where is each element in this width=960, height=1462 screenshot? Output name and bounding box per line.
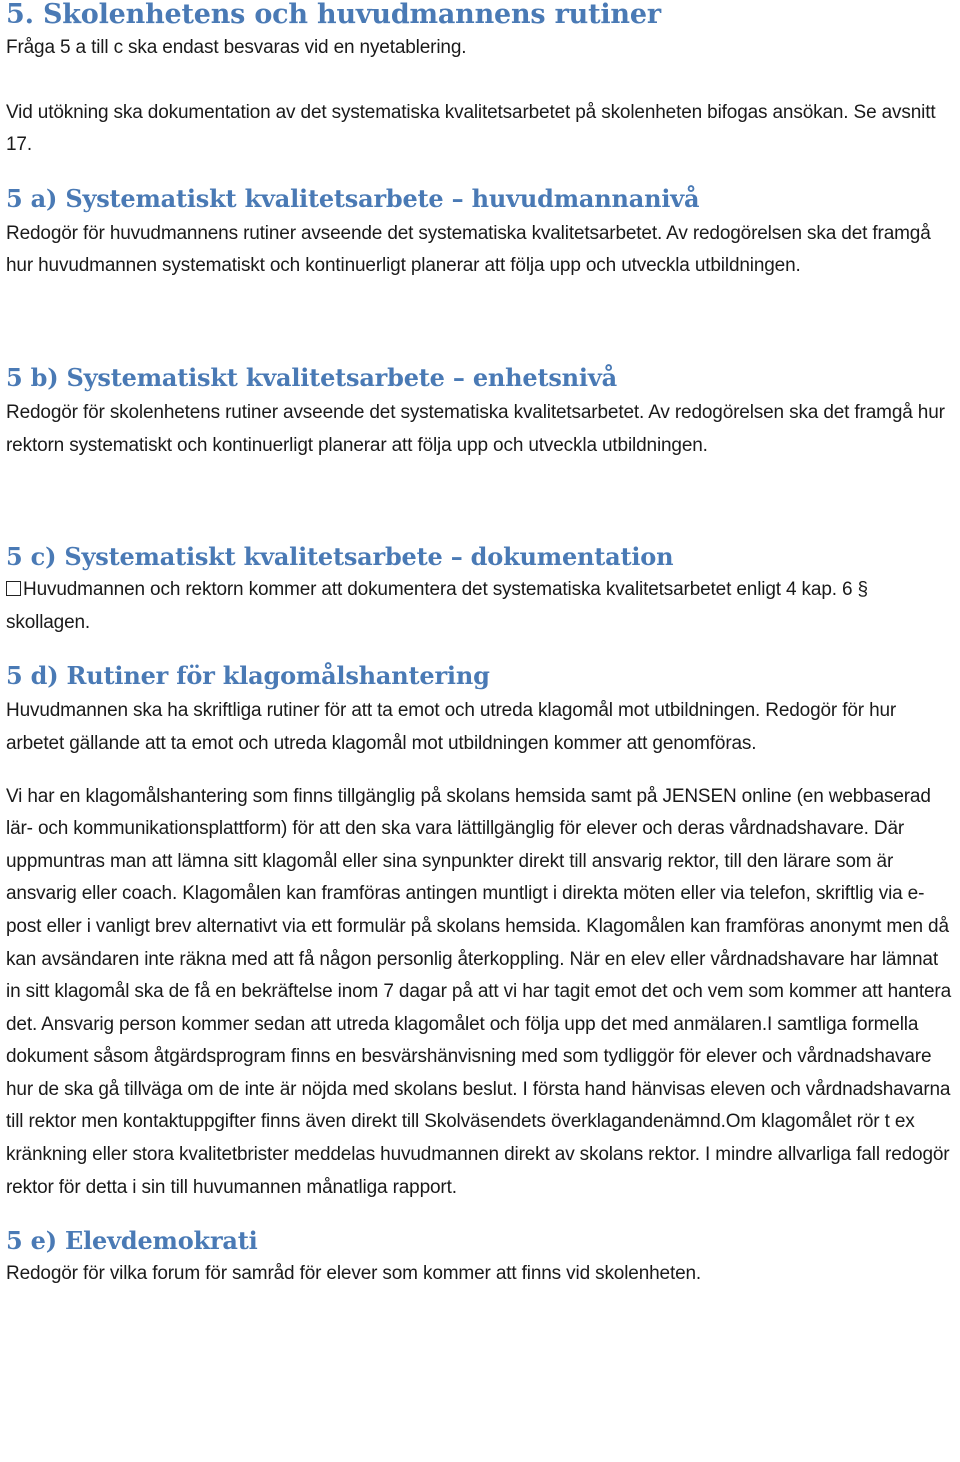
- question-5c-title: 5 c) Systematiskt kvalitetsarbete – dokumentation: [6, 542, 674, 572]
- question-5d-answer: Vi har en klagomålshantering som finns tillgänglig på skolans hemsida samt på JENSEN online (en webbaserad lär- och kommunikationsplattform) för att den ska vara lättillgänglig för elever och deras vårdnadshavare. Där uppmuntras man att lämna sitt klagomål eller sina synpunkter direkt till ansvarig rektor, till den lärare som är ansvarig eller coach. Klagomålen kan framföras antingen muntligt i direkta möten eller via telefon, skriftlig via e-post eller i vanligt brev alternativt via ett formulär på skolans hemsida. Klagomålen kan framföras anonymt men då kan avsändaren inte räkna med att få någon personlig återkoppling. När en elev eller vårdnadshavare har lämnat in sitt klagomål ska de få en bekräftelse inom 7 dagar på att vi har tagit emot det och vem som kommer att hantera det. Ansvarig person kommer sedan att utreda klagomålet och följa upp det med anmälaren.I samtliga formella dokument såsom åtgärdsprogram finns en besvärshänvisning med som tydliggör för elever och vårdnadshavare hur de ska gå tillväga om de inte är nöjda med skolans beslut. I första hand hänvisas eleven och vårdnadshavarna till rektor men kontaktuppgifter finns även direkt till Skolväsendets överklagandenämnd.Om klagomålet rör t ex kränkning eller stora kvalitetbrister meddelas huvudmannen direkt av skolans rektor. I mindre allvarliga fall redogör rektor för detta i sin till huvumannen månatliga rapport.: [6, 785, 951, 1198]
- section-title: 5. Skolenhetens och huvudmannens rutiner: [6, 0, 661, 30]
- documentation-checkbox[interactable]: [6, 581, 21, 596]
- intro-text-1: Fråga 5 a till c ska endast besvaras vid en nyetablering.: [6, 37, 467, 58]
- question-5b-text: Redogör för skolenhetens rutiner avseende det systematiska kvalitetsarbetet. Av redogörelsen ska det framgå hur rektorn systematiskt och kontinuerligt planerar att följa upp och utveckla utbildningen.: [6, 401, 945, 456]
- question-5d-title: 5 d) Rutiner för klagomålshantering: [6, 661, 490, 691]
- question-5c-checkbox-row: [6, 574, 956, 639]
- question-5a-text: Redogör för huvudmannens rutiner avseende det systematiska kvalitetsarbetet. Av redogörelsen ska det framgå hur huvudmannen systematiskt och kontinuerligt planerar att följa upp och utveckla utbildningen.: [6, 222, 931, 277]
- question-5e-title: 5 e) Elevdemokrati: [6, 1226, 258, 1256]
- document-page: [6, 0, 956, 1291]
- question-5a-title: 5 a) Systematiskt kvalitetsarbete – huvudmannanivå: [6, 183, 700, 213]
- question-5e-text: Redogör för vilka forum för samråd för elever som kommer att finns vid skolenheten.: [6, 1263, 702, 1285]
- question-5b-title: 5 b) Systematiskt kvalitetsarbete – enhetsnivå: [6, 362, 617, 392]
- intro-text-2: Vid utökning ska dokumentation av det systematiska kvalitetsarbetet på skolenheten bifogas ansökan. Se avsnitt 17.: [6, 101, 936, 156]
- documentation-checkbox-label: Huvudmannen och rektorn kommer att dokumentera det systematiska kvalitetsarbetet enligt 4 kap. 6 § skollagen.: [6, 579, 868, 633]
- question-5d-text: Huvudmannen ska ha skriftliga rutiner för att ta emot och utreda klagomål mot utbildningen. Redogör för hur arbetet gällande att ta emot och utreda klagomål mot utbildningen kommer att genomföras.: [6, 700, 897, 754]
